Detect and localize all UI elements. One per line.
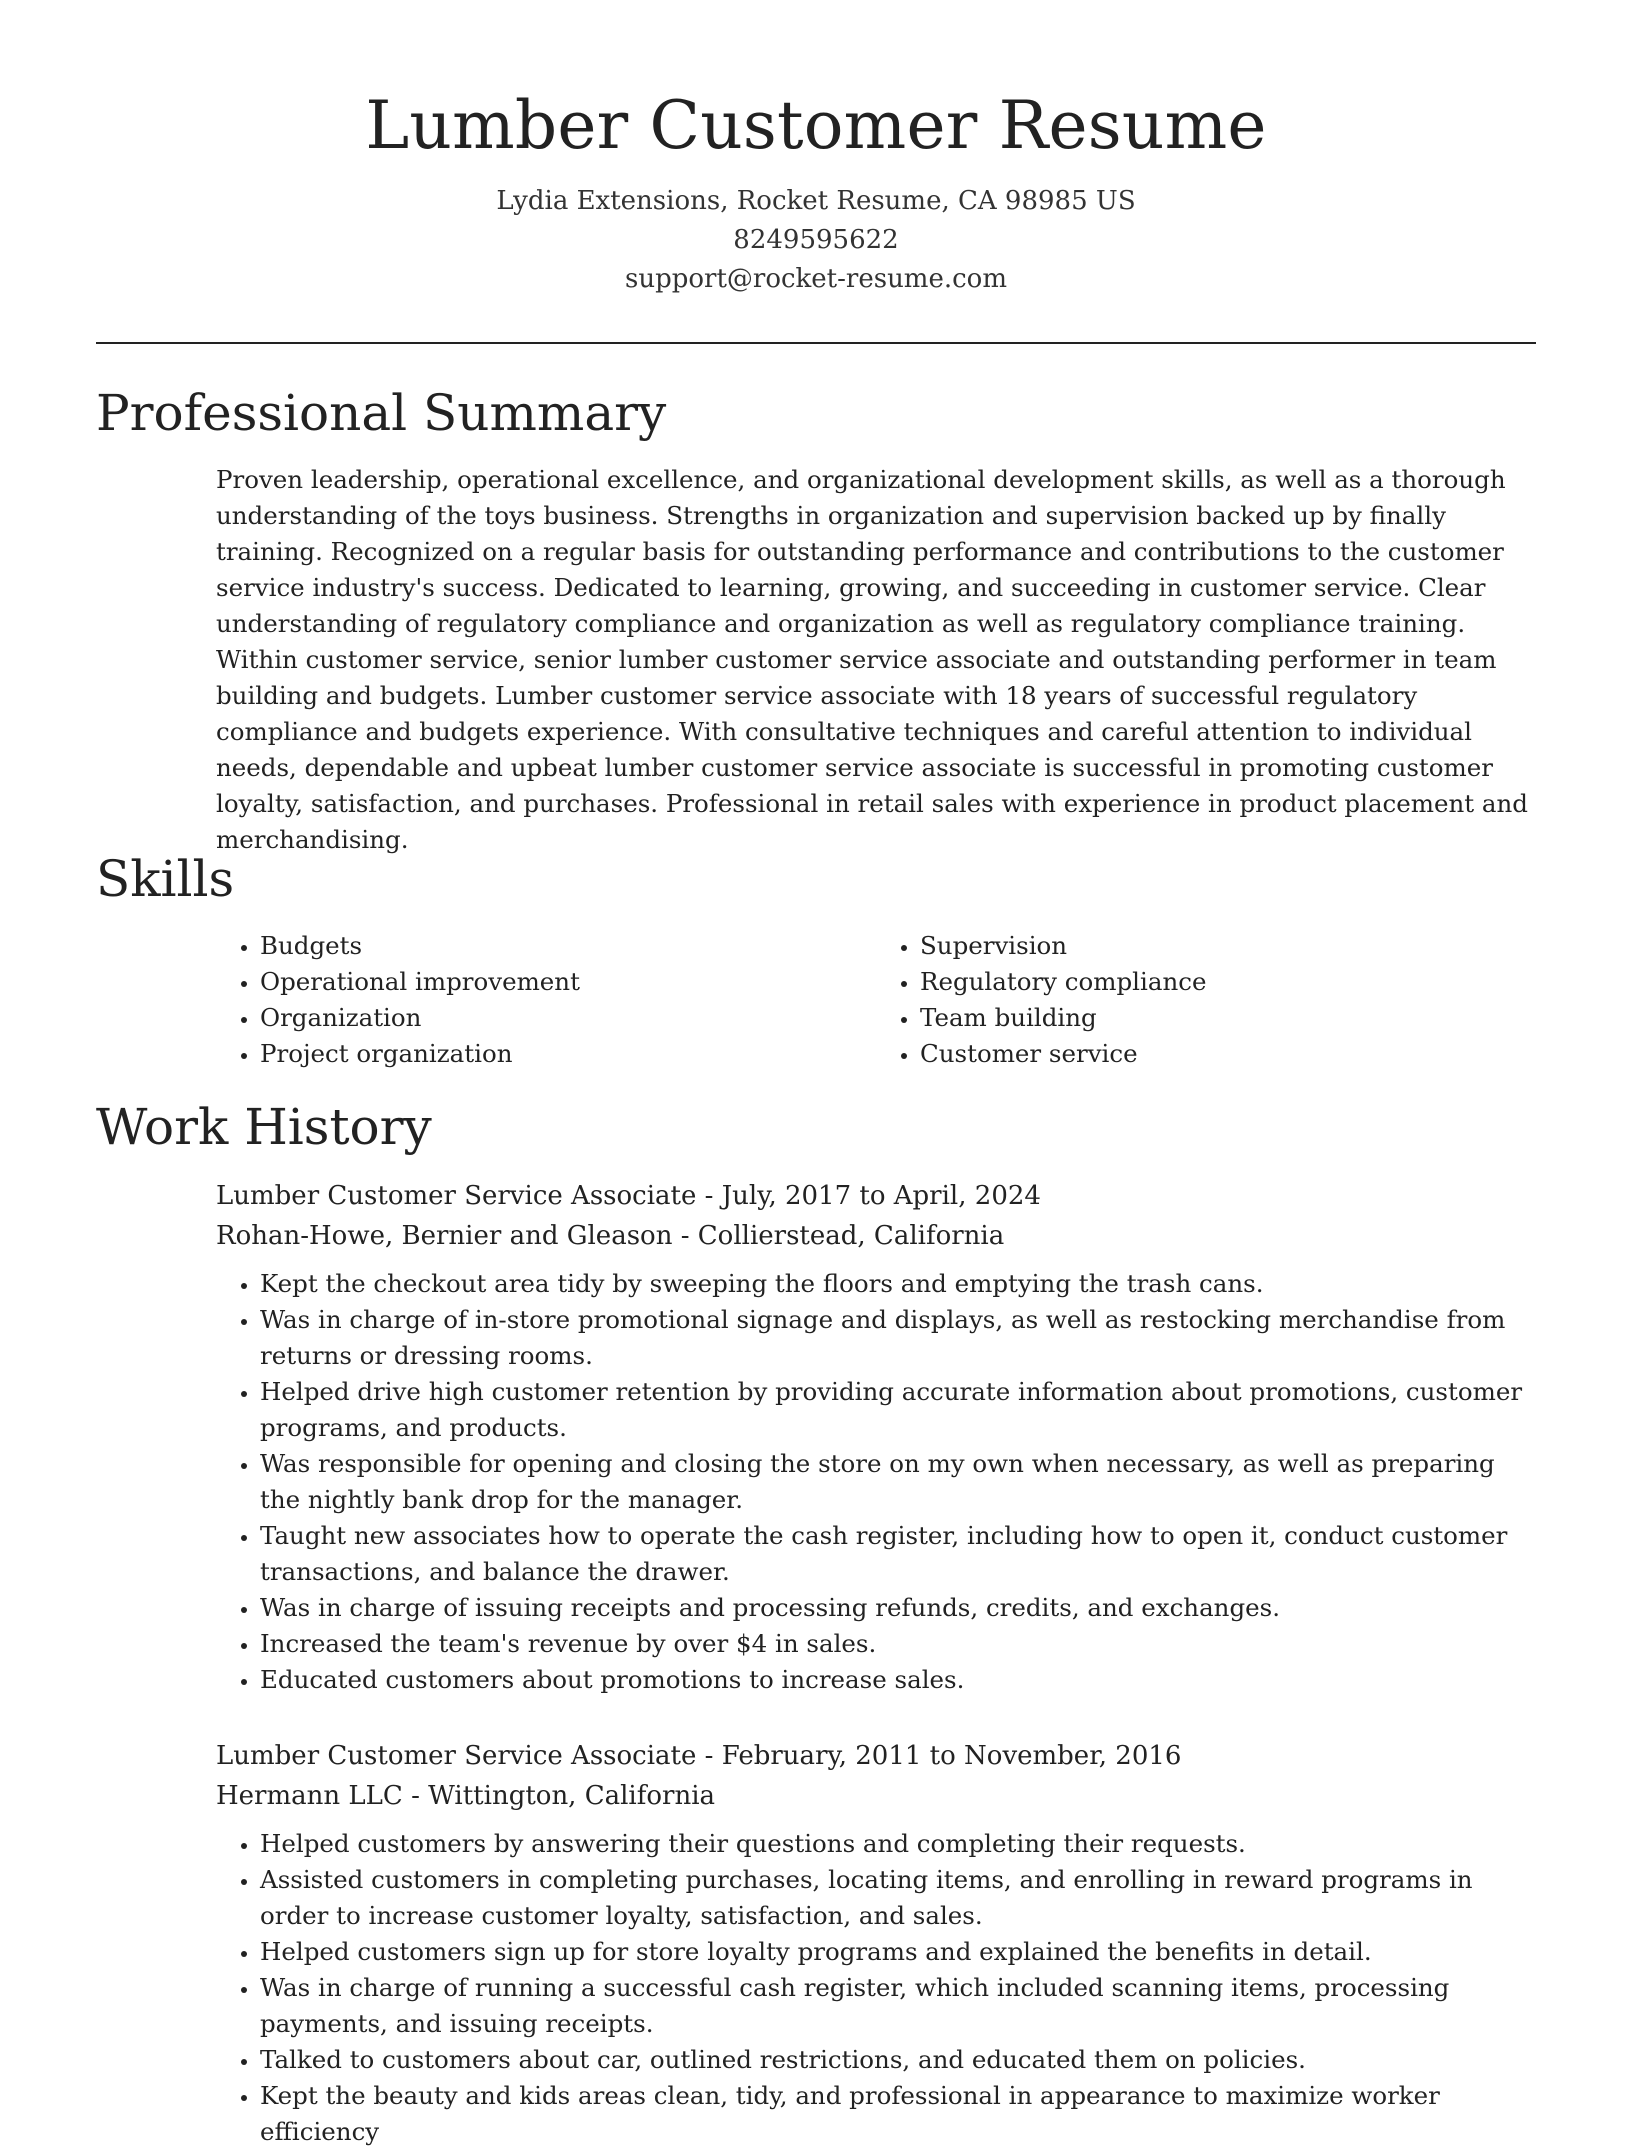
job-bullet: • Helped customers by answering their questions and completing their requests.	[260, 1826, 1536, 1862]
job-company-line: Hermann LLC - Wittington, California	[216, 1781, 716, 1811]
job-bullet: • Was in charge of issuing receipts and processing refunds, credits, and exchanges.	[260, 1590, 1536, 1626]
skill-item: • Team building	[920, 1000, 1536, 1036]
job-entry	[216, 1176, 1536, 1698]
job-company-line: Rohan-Howe, Bernier and Gleason - Collierstead, California	[216, 1221, 1005, 1251]
job-dates: July, 2017 to April, 2024	[721, 1181, 1041, 1211]
summary-text: Proven leadership, operational excellence, and organizational development skills, as well as a thorough understanding of the toys business. Strengths in organization and supervision backed up by finally training. Recognized on a regular basis for outstanding performance and contributions to the customer service industry's success. Dedicated to learning, growing, and succeeding in customer service. Clear understanding of regulatory compliance and organization as well as regulatory compliance training. Within customer service, senior lumber customer service associate and outstanding performer in team building and budgets. Lumber customer service associate with 18 years of successful regulatory compliance and budgets experience. With consultative techniques and careful attention to individual needs, dependable and upbeat lumber customer service associate is successful in promoting customer loyalty, satisfaction, and purchases. Professional in retail sales with experience in product placement and merchandising.	[216, 465, 1528, 854]
job-location: Wittington, California	[428, 1781, 716, 1811]
job-bullets	[216, 1826, 1536, 2150]
job-bullet: • Increased the team's revenue by over $4 in sales.	[260, 1626, 1536, 1662]
skill-item: • Project organization	[260, 1036, 876, 1072]
skills-column-left	[216, 928, 876, 1072]
job-bullet: • Was in charge of in-store promotional signage and displays, as well as restocking merchandise from returns or dressing rooms.	[260, 1302, 1536, 1374]
job-bullet: • Assisted customers in completing purchases, locating items, and enrolling in reward programs in order to increase customer loyalty, satisfaction, and sales.	[260, 1862, 1536, 1934]
skill-item: • Regulatory compliance	[920, 964, 1536, 1000]
contact-info	[96, 182, 1536, 299]
resume-title: Lumber Customer Resume	[365, 87, 1267, 164]
job-bullet: • Taught new associates how to operate the cash register, including how to open it, conduct customer transactions, and balance the drawer.	[260, 1518, 1536, 1590]
skill-item: • Supervision	[920, 928, 1536, 964]
job-dates: February, 2011 to November, 2016	[721, 1741, 1182, 1771]
job-bullet: • Was in charge of running a successful cash register, which included scanning items, processing payments, and issuing receipts.	[260, 1970, 1536, 2042]
contact-address: Lydia Extensions, Rocket Resume, CA 98985 US	[496, 186, 1136, 216]
skill-item: • Customer service	[920, 1036, 1536, 1072]
job-company: Rohan-Howe, Bernier and Gleason	[216, 1221, 673, 1251]
job-title-line: Lumber Customer Service Associate - February, 2011 to November, 2016	[216, 1741, 1182, 1771]
skill-item: • Budgets	[260, 928, 876, 964]
contact-phone: 8249595622	[733, 225, 899, 255]
job-title-line: Lumber Customer Service Associate - July, 2017 to April, 2024	[216, 1181, 1041, 1211]
skill-item: • Operational improvement	[260, 964, 876, 1000]
job-bullet: • Educated customers about promotions to increase sales.	[260, 1662, 1536, 1698]
skills-list	[216, 928, 1536, 1072]
contact-email: support@rocket-resume.com	[624, 264, 1007, 294]
job-bullet: • Kept the beauty and kids areas clean, tidy, and professional in appearance to maximize worker efficiency	[260, 2078, 1536, 2150]
section-title-skills: Skills	[96, 850, 235, 908]
job-role: Lumber Customer Service Associate	[216, 1741, 697, 1771]
skills-column-right	[876, 928, 1536, 1072]
job-bullet: • Kept the checkout area tidy by sweeping the floors and emptying the trash cans.	[260, 1266, 1536, 1302]
job-bullet: • Was responsible for opening and closing the store on my own when necessary, as well as preparing the nightly bank drop for the manager.	[260, 1446, 1536, 1518]
job-role: Lumber Customer Service Associate	[216, 1181, 697, 1211]
resume-header	[96, 82, 1536, 299]
job-company: Hermann LLC	[216, 1781, 403, 1811]
skill-item: • Organization	[260, 1000, 876, 1036]
job-location: Collierstead, California	[697, 1221, 1005, 1251]
job-bullets	[216, 1266, 1536, 1698]
header-divider	[96, 342, 1536, 344]
job-bullet: • Talked to customers about car, outlined restrictions, and educated them on policies.	[260, 2042, 1536, 2078]
section-title-work: Work History	[96, 1098, 432, 1156]
job-bullet: • Helped customers sign up for store loyalty programs and explained the benefits in detail.	[260, 1934, 1536, 1970]
job-entry	[216, 1736, 1536, 2150]
job-bullet: • Helped drive high customer retention by providing accurate information about promotions, customer programs, and products.	[260, 1374, 1536, 1446]
section-title-summary: Professional Summary	[96, 384, 667, 442]
